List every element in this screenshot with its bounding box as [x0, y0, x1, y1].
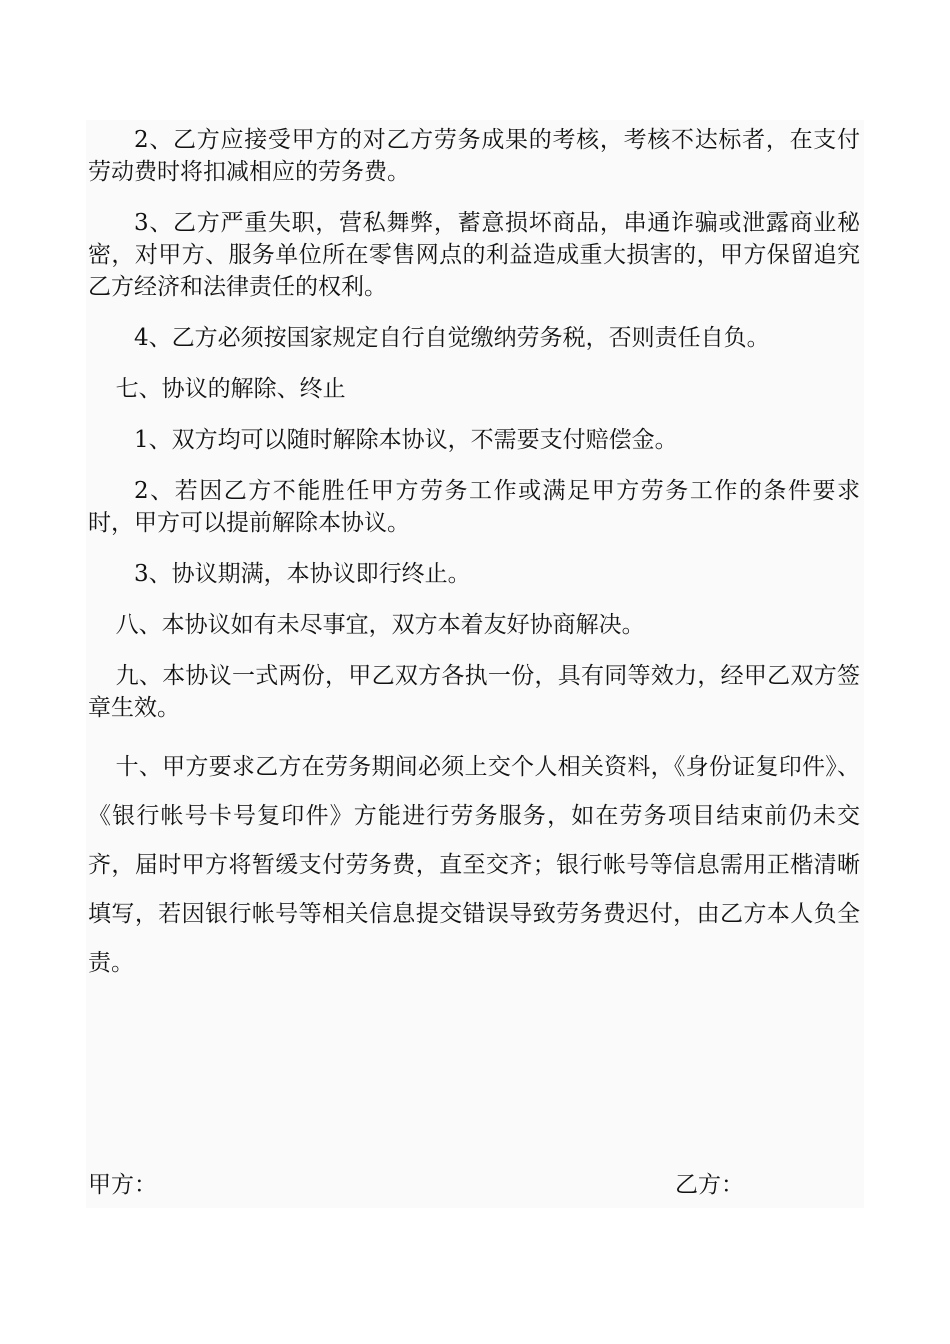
signature-row — [88, 1165, 860, 1205]
clause-7-1: 1、双方均可以随时解除本协议，不需要支付赔偿金。 — [134, 427, 678, 453]
document-body — [88, 124, 860, 988]
section-9: 九、本协议一式两份，甲乙双方各执一份，具有同等效力，经甲乙双方签章生效。 — [88, 663, 860, 721]
section-8: 八、本协议如有未尽事宜，双方本着友好协商解决。 — [115, 612, 645, 638]
section-10: 十、甲方要求乙方在劳务期间必须上交个人相关资料，《身份证复印件》、《银行帐号卡号复印件》方能进行劳务服务，如在劳务项目结束前仍未交齐，届时甲方将暂缓支付劳务费，直至交齐；银行帐号等信息需用正楷清晰填写，若因银行帐号等相关信息提交错误导致劳务费迟付，由乙方本人负全责。 — [88, 754, 860, 976]
party-a-signature-label: 甲方： — [88, 1172, 157, 1198]
party-b-signature-label: 乙方： — [675, 1172, 744, 1198]
clause-6-3: 3、乙方严重失职，营私舞弊，蓄意损坏商品，串通诈骗或泄露商业秘密，对甲方、服务单位所在零售网点的利益造成重大损害的，甲方保留追究乙方经济和法律责任的权利。 — [88, 210, 860, 300]
clause-7-2: 2、若因乙方不能胜任甲方劳务工作或满足甲方劳务工作的条件要求时，甲方可以提前解除本协议。 — [88, 478, 860, 536]
section-7-heading: 七、协议的解除、终止 — [115, 376, 346, 402]
clause-6-4: 4、乙方必须按国家规定自行自觉缴纳劳务税，否则责任自负。 — [134, 325, 770, 351]
clause-7-3: 3、协议期满，本协议即行终止。 — [134, 561, 471, 587]
clause-6-2: 2、乙方应接受甲方的对乙方劳务成果的考核，考核不达标者，在支付劳动费时将扣减相应的劳务费。 — [88, 127, 860, 185]
